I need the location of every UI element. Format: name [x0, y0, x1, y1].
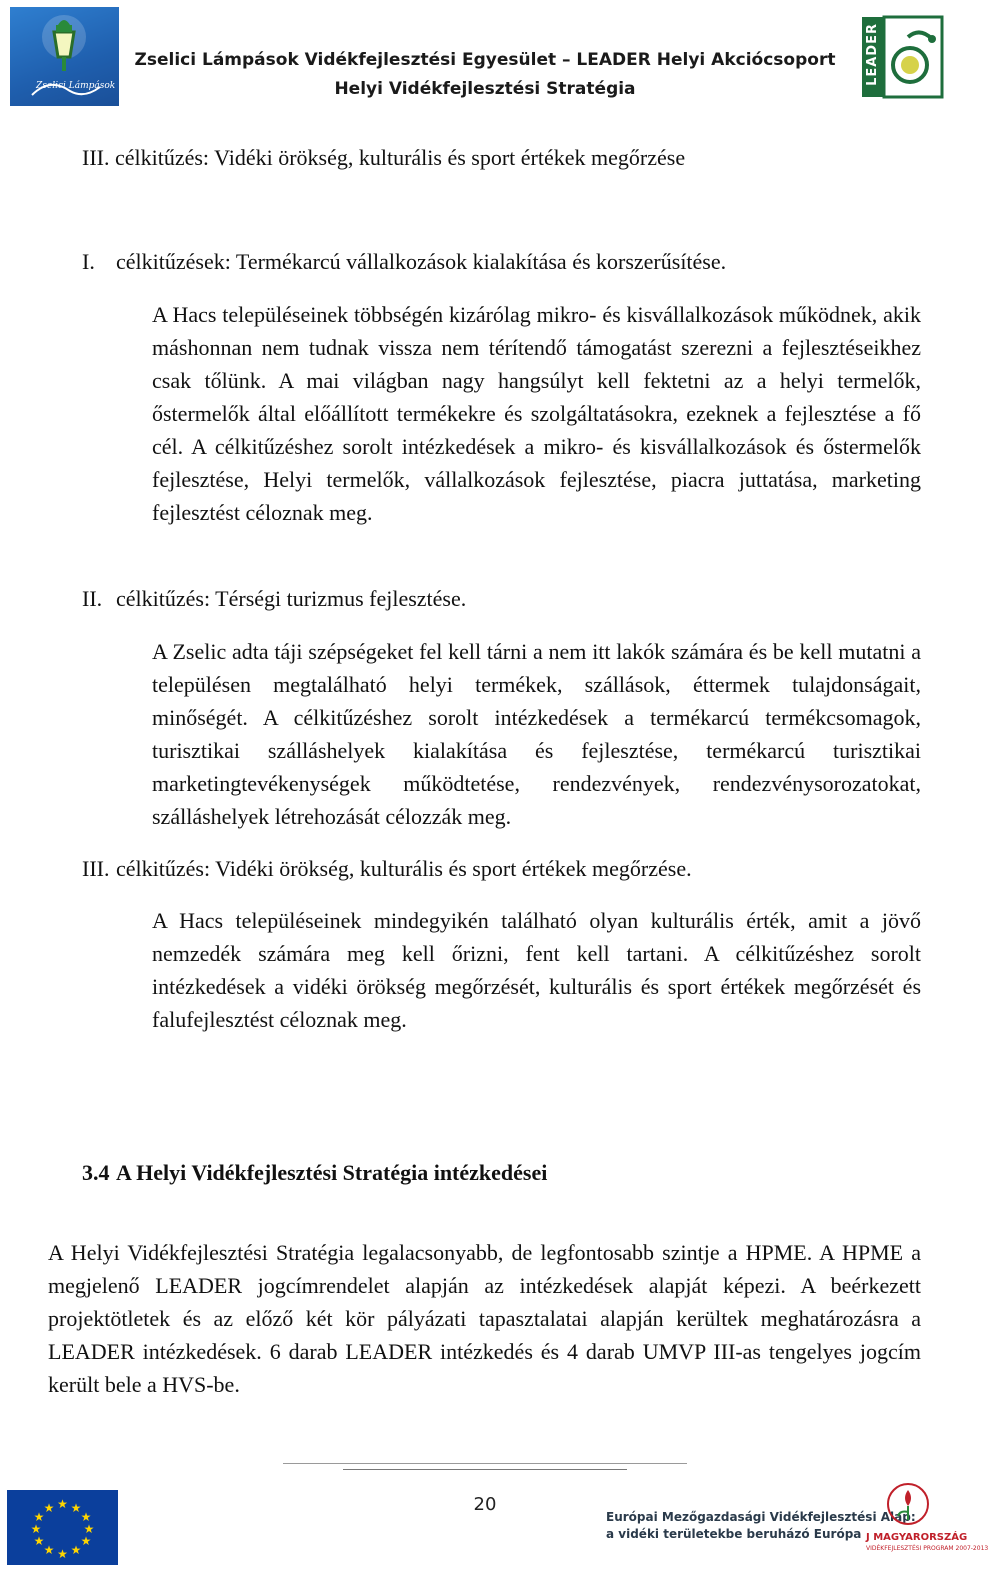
top-heading: III. célkitűzés: Vidéki örökség, kulturális és sport értékek megőrzése: [82, 145, 686, 170]
svg-text:★: ★: [43, 1501, 55, 1515]
page-number: 20: [473, 1494, 497, 1515]
objective-1-number: I.: [82, 249, 95, 274]
svg-text:★: ★: [43, 1543, 55, 1557]
objective-1-title: célkitűzések: Termékarcú vállalkozások kialakítása és korszerűsítése.: [116, 249, 727, 274]
svg-text:★: ★: [57, 1497, 68, 1511]
objective-2-number: II.: [82, 586, 103, 611]
section-number: 3.4: [82, 1160, 110, 1185]
right-logo-text: LEADER: [865, 23, 880, 86]
objective-3-body: A Hacs településeinek mindegyikén található olyan kulturális érték, amit a jövő nemzedék számára meg kell őrizni, fent kell tartani. A célkitűzéshez sorolt intézkedések a vidéki örökség megőrzését, kulturális és sport értékek megőrzését és falufejlesztést céloznak meg.: [152, 908, 921, 1032]
umvp-program-caption: [866, 1532, 988, 1554]
zselici-lampasok-logo: [10, 7, 119, 106]
svg-text:★: ★: [70, 1501, 82, 1515]
svg-text:★: ★: [70, 1543, 82, 1557]
objective-2-body: A Zselic adta táji szépségeket fel kell tárni a nem itt lakók számára és be kell mutatni a településen megtalálható helyi termékek, szállások, éttermek tulajdonságait, minőségét. A célkitűzéshez sorolt intézkedések a termékarcú termékcsomagok, turisztikai szálláshelyek kialakítása és fejlesztése, termékarcú turisztikai marketingtevékenységek működtetése, rendezvények, rendezvénysorozatokat, szálláshelyek létrehozását célozzák meg.: [152, 639, 921, 829]
footer-rule-bottom: [343, 1469, 627, 1470]
section-body: A Helyi Vidékfejlesztési Stratégia legalacsonyabb, de legfontosabb szintje a HPME. A HPME a megjelenő LEADER jogcímrendelet alapján az intézkedések alapját képezi. A beérkezett projektötletek és az előző két kör pályázati tapasztalatai alapján kerültek meghatározásra a LEADER intézkedések. 6 darab LEADER intézkedés és 4 darab UMVP III-as tengelyes jogcím került bele a HVS-be.: [48, 1240, 921, 1397]
left-logo-text: Zselici Lámpások: [36, 81, 116, 91]
svg-text:★: ★: [30, 1522, 42, 1536]
program-sub: VIDÉKFEJLESZTÉSI PROGRAM 2007-2013: [866, 1545, 988, 1552]
program-name: J MAGYARORSZÁG: [866, 1532, 968, 1543]
eafrd-line-1: Európai Mezőgazdasági Vidékfejlesztési Alap:: [606, 1510, 916, 1524]
svg-text:★: ★: [80, 1534, 92, 1548]
leader-logo: [862, 17, 942, 97]
svg-text:★: ★: [33, 1510, 45, 1524]
objective-1-body: A Hacs településeinek többségén kizárólag mikro- és kisvállalkozások működnek, akik máshonnan nem tudnak vissza nem térítendő támogatást szerezni a fejlesztéseikhez csak tőlünk. A mai világban nagy hangsúlyt kell fektetni az a helyi termelők, őstermelők által előállított termékekre és szolgáltatásokra, ezeknek a fejlesztése a fő cél. A célkitűzéshez sorolt intézkedések a mikro- és kisvállalkozások és őstermelők fejlesztése, Helyi termelők, vállalkozások fejlesztése, piacra juttatása, marketing fejlesztést céloznak meg.: [152, 302, 921, 525]
svg-text:★: ★: [83, 1522, 95, 1536]
svg-text:★: ★: [33, 1534, 45, 1548]
umvp-program-logo: [870, 1480, 940, 1570]
objective-2-title: célkitűzés: Térségi turizmus fejlesztése.: [116, 586, 467, 611]
document-header: [130, 46, 840, 104]
eafrd-line-2: a vidéki területekbe beruházó Európa: [606, 1527, 862, 1541]
objective-3-title: célkitűzés: Vidéki örökség, kulturális és sport értékek megőrzése.: [116, 856, 692, 881]
footer-rule-top: [283, 1463, 687, 1464]
svg-text:★: ★: [80, 1510, 92, 1524]
svg-text:★: ★: [57, 1547, 68, 1561]
objective-3-number: III.: [82, 856, 110, 881]
header-organization: Zselici Lámpások Vidékfejlesztési Egyesület – LEADER Helyi Akciócsoport: [134, 50, 836, 70]
header-document-title: Helyi Vidékfejlesztési Stratégia: [334, 79, 636, 99]
eu-flag-logo: [7, 1490, 118, 1565]
section-title: A Helyi Vidékfejlesztési Stratégia intézkedései: [116, 1160, 548, 1185]
